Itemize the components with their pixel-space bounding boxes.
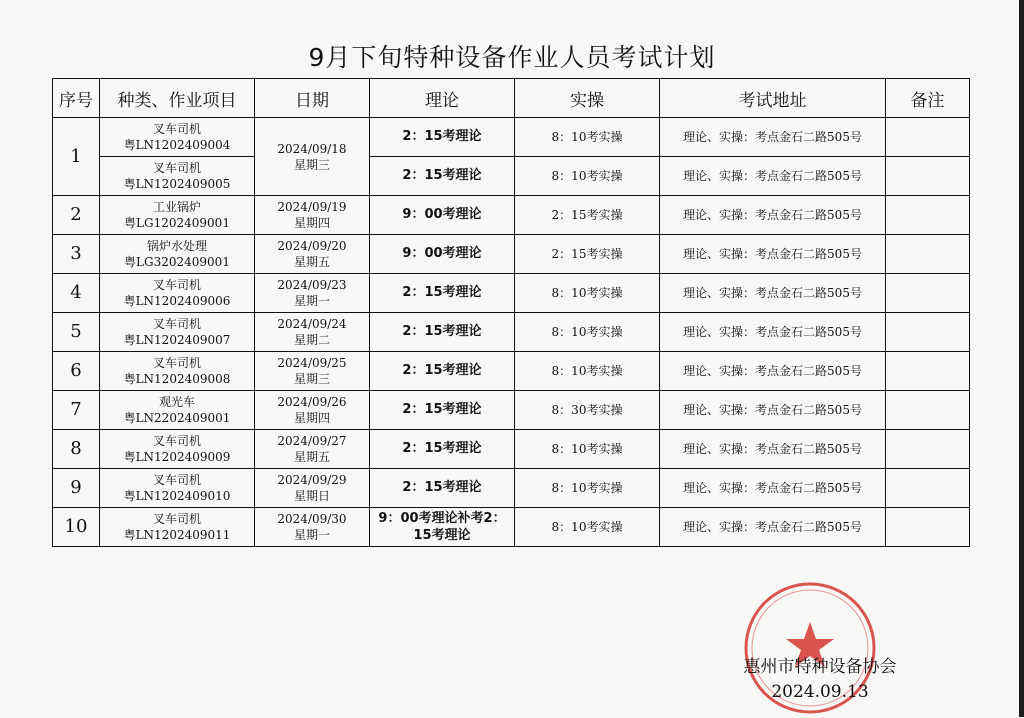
item-type: 叉车司机 xyxy=(152,512,201,526)
theory-time: 2：15考理论 xyxy=(370,469,515,508)
exam-date: 2024/09/24 xyxy=(277,317,347,331)
date-cell xyxy=(255,118,370,196)
theory-time: 2：15考理论 xyxy=(370,118,515,157)
exam-address: 理论、实操：考点金石二路505号 xyxy=(660,508,886,547)
item-code: 粤LN1202409010 xyxy=(123,489,231,503)
date-cell xyxy=(255,313,370,352)
exam-address: 理论、实操：考点金石二路505号 xyxy=(660,352,886,391)
exam-address: 理论、实操：考点金石二路505号 xyxy=(660,118,886,157)
exam-date: 2024/09/18 xyxy=(277,141,347,156)
item-code: 粤LN1202409011 xyxy=(123,528,231,542)
practical-time: 8：10考实操 xyxy=(515,508,660,547)
item-type: 叉车司机 xyxy=(152,473,201,487)
row-number: 10 xyxy=(53,508,100,547)
table-row xyxy=(53,274,970,313)
practical-time: 2：15考实操 xyxy=(515,196,660,235)
exam-address: 理论、实操：考点金石二路505号 xyxy=(660,274,886,313)
row-number: 5 xyxy=(53,313,100,352)
table-row xyxy=(53,430,970,469)
practical-time: 8：10考实操 xyxy=(515,157,660,196)
table-header-row xyxy=(53,79,970,118)
note-cell xyxy=(886,118,970,157)
header-type: 种类、作业项目 xyxy=(100,79,255,118)
item-type: 叉车司机 xyxy=(152,317,201,331)
date-cell xyxy=(255,196,370,235)
exam-weekday: 星期四 xyxy=(293,411,330,425)
item-type: 锅炉水处理 xyxy=(146,239,207,253)
item-code: 粤LN1202409009 xyxy=(123,450,231,464)
exam-weekday: 星期三 xyxy=(293,372,330,386)
exam-date: 2024/09/27 xyxy=(277,434,347,448)
table-row xyxy=(53,235,970,274)
theory-time: 2：15考理论 xyxy=(370,157,515,196)
exam-weekday: 星期日 xyxy=(293,489,330,503)
item-type: 工业锅炉 xyxy=(152,200,201,214)
row-number: 7 xyxy=(53,391,100,430)
table-row xyxy=(53,118,970,157)
practical-time: 2：15考实操 xyxy=(515,235,660,274)
practical-time: 8：10考实操 xyxy=(515,469,660,508)
date-cell xyxy=(255,352,370,391)
row-number: 1 xyxy=(53,118,100,196)
theory-time: 2：15考理论 xyxy=(370,313,515,352)
item-cell xyxy=(100,313,255,352)
item-type: 叉车司机 xyxy=(152,356,201,370)
exam-weekday: 星期二 xyxy=(293,333,330,347)
item-cell xyxy=(100,196,255,235)
row-number: 4 xyxy=(53,274,100,313)
practical-time: 8：10考实操 xyxy=(515,118,660,157)
theory-time: 2：15考理论 xyxy=(370,274,515,313)
practical-time: 8：10考实操 xyxy=(515,430,660,469)
date-cell xyxy=(255,430,370,469)
document-title: 9月下旬特种设备作业人员考试计划 xyxy=(308,43,716,72)
footer-block xyxy=(720,655,920,705)
exam-schedule-table xyxy=(52,78,970,547)
footer-date: 2024.09.13 xyxy=(771,682,869,702)
exam-address: 理论、实操：考点金石二路505号 xyxy=(660,235,886,274)
header-note: 备注 xyxy=(886,79,970,118)
exam-date: 2024/09/19 xyxy=(277,200,347,214)
exam-weekday: 星期一 xyxy=(293,528,330,542)
item-cell xyxy=(100,469,255,508)
item-cell xyxy=(100,274,255,313)
item-code: 粤LN1202409008 xyxy=(123,372,231,386)
header-no: 序号 xyxy=(53,79,100,118)
theory-time: 2：15考理论 xyxy=(370,391,515,430)
item-type: 叉车司机 xyxy=(152,161,201,175)
item-code: 粤LN1202409004 xyxy=(123,138,231,152)
practical-time: 8：10考实操 xyxy=(515,274,660,313)
date-cell xyxy=(255,274,370,313)
note-cell xyxy=(886,313,970,352)
item-cell xyxy=(100,391,255,430)
page-edge xyxy=(1019,0,1024,717)
row-number: 6 xyxy=(53,352,100,391)
exam-weekday: 星期四 xyxy=(293,216,330,230)
item-type: 叉车司机 xyxy=(152,434,201,448)
practical-time: 8：30考实操 xyxy=(515,391,660,430)
exam-address: 理论、实操：考点金石二路505号 xyxy=(660,313,886,352)
row-number: 3 xyxy=(53,235,100,274)
header-date: 日期 xyxy=(255,79,370,118)
row-number: 8 xyxy=(53,430,100,469)
theory-time: 9：00考理论补考2：15考理论 xyxy=(370,508,515,547)
date-cell xyxy=(255,469,370,508)
table-row xyxy=(53,196,970,235)
item-cell xyxy=(100,430,255,469)
table-row xyxy=(53,352,970,391)
note-cell xyxy=(886,352,970,391)
item-cell xyxy=(100,235,255,274)
item-code: 粤LG3202409001 xyxy=(124,255,230,269)
date-cell xyxy=(255,235,370,274)
header-theory: 理论 xyxy=(370,79,515,118)
practical-time: 8：10考实操 xyxy=(515,313,660,352)
date-cell xyxy=(255,508,370,547)
footer-organization: 惠州市特种设备协会 xyxy=(743,657,897,677)
note-cell xyxy=(886,508,970,547)
exam-date: 2024/09/20 xyxy=(277,239,347,253)
exam-date: 2024/09/26 xyxy=(277,395,347,409)
item-cell xyxy=(100,118,255,157)
note-cell xyxy=(886,157,970,196)
table-row xyxy=(53,391,970,430)
exam-address: 理论、实操：考点金石二路505号 xyxy=(660,196,886,235)
table-row xyxy=(53,508,970,547)
exam-weekday: 星期五 xyxy=(293,450,330,464)
note-cell xyxy=(886,196,970,235)
row-number: 9 xyxy=(53,469,100,508)
item-code: 粤LN1202409007 xyxy=(123,333,231,347)
exam-weekday: 星期三 xyxy=(293,157,330,172)
item-type: 叉车司机 xyxy=(152,278,201,292)
exam-date: 2024/09/25 xyxy=(277,356,347,370)
item-type: 观光车 xyxy=(158,395,195,409)
theory-time: 9：00考理论 xyxy=(370,196,515,235)
item-code: 粤LG1202409001 xyxy=(124,216,230,230)
item-cell xyxy=(100,352,255,391)
theory-time: 9：00考理论 xyxy=(370,235,515,274)
note-cell xyxy=(886,430,970,469)
note-cell xyxy=(886,469,970,508)
exam-address: 理论、实操：考点金石二路505号 xyxy=(660,157,886,196)
theory-time: 2：15考理论 xyxy=(370,352,515,391)
header-practical: 实操 xyxy=(515,79,660,118)
item-type: 叉车司机 xyxy=(152,122,201,136)
item-code: 粤LN2202409001 xyxy=(123,411,231,425)
item-code: 粤LN1202409006 xyxy=(123,294,231,308)
theory-time: 2：15考理论 xyxy=(370,430,515,469)
exam-address: 理论、实操：考点金石二路505号 xyxy=(660,469,886,508)
exam-date: 2024/09/30 xyxy=(277,512,347,526)
note-cell xyxy=(886,274,970,313)
item-cell xyxy=(100,157,255,196)
row-number: 2 xyxy=(53,196,100,235)
table-row xyxy=(53,313,970,352)
exam-weekday: 星期一 xyxy=(293,294,330,308)
note-cell xyxy=(886,235,970,274)
exam-date: 2024/09/29 xyxy=(277,473,347,487)
table-row xyxy=(53,469,970,508)
exam-address: 理论、实操：考点金石二路505号 xyxy=(660,391,886,430)
exam-address: 理论、实操：考点金石二路505号 xyxy=(660,430,886,469)
item-code: 粤LN1202409005 xyxy=(123,177,231,191)
header-address: 考试地址 xyxy=(660,79,886,118)
exam-date: 2024/09/23 xyxy=(277,278,347,292)
item-cell xyxy=(100,508,255,547)
note-cell xyxy=(886,391,970,430)
date-cell xyxy=(255,391,370,430)
exam-weekday: 星期五 xyxy=(293,255,330,269)
practical-time: 8：10考实操 xyxy=(515,352,660,391)
table-row xyxy=(53,157,970,196)
